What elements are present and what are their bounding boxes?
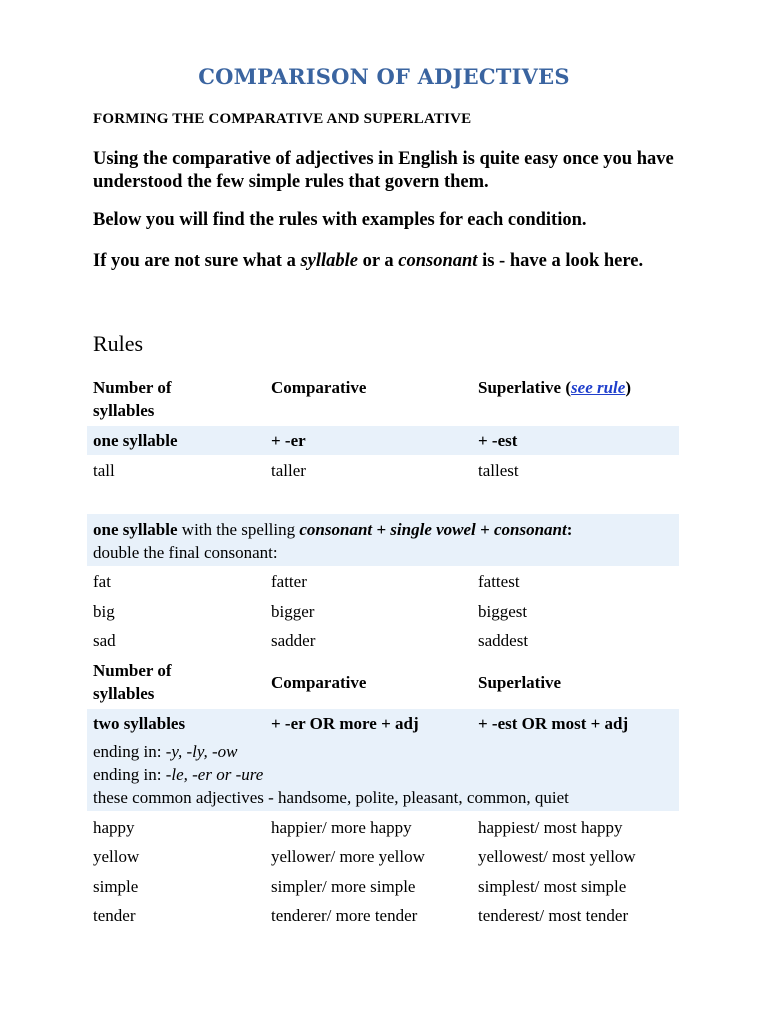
table-row <box>87 459 679 483</box>
two-note-line1 <box>93 740 237 763</box>
header-superlative: Superlative <box>478 673 562 692</box>
header-syllables <box>93 659 172 705</box>
adjective-cell: happy <box>93 818 135 837</box>
rule-row-two-syllables <box>87 709 679 811</box>
see-rule-link[interactable]: see rule <box>571 378 626 397</box>
help-text-3: is - have a look here. <box>477 251 644 271</box>
page-title: COMPARISON OF ADJECTIVES <box>198 64 570 89</box>
two-note-line3: these common adjectives - handsome, polite, pleasant, common, quiet <box>93 788 569 807</box>
table-row <box>87 875 679 899</box>
help-paragraph <box>93 251 733 272</box>
comparative-cell: yellower/ more yellow <box>271 847 425 866</box>
comparative-cell: sadder <box>271 631 316 650</box>
superlative-cell: fattest <box>478 572 520 591</box>
comparative-cell: fatter <box>271 572 307 591</box>
two-note-line1-pre: ending in: <box>93 742 166 761</box>
two-note-line1-endings: -y, -ly, -ow <box>165 742 238 761</box>
two-note-line2-endings: -le, -er or -ure <box>165 765 264 784</box>
adjective-cell: yellow <box>93 847 140 866</box>
comparative-cell: taller <box>271 461 306 480</box>
superlative-cell: yellowest/ most yellow <box>478 847 636 866</box>
header-syllables-line1: Number of <box>93 661 172 680</box>
consonant-term: consonant <box>398 251 478 271</box>
superlative-cell: biggest <box>478 602 528 621</box>
adjective-cell: tall <box>93 461 115 480</box>
adjective-cell: big <box>93 602 115 621</box>
header-superlative-close: ) <box>625 378 631 397</box>
intro-paragraph: Using the comparative of adjectives in English is quite easy once you have understood the few simple rules that govern them. <box>93 149 674 192</box>
rule-cvc-bold: one syllable <box>93 520 178 539</box>
header-comparative: Comparative <box>271 378 367 397</box>
superlative-cell: simplest/ most simple <box>478 877 627 896</box>
header-syllables-line2: syllables <box>93 401 155 420</box>
superlative-cell: tallest <box>478 461 519 480</box>
rule-cvc-pattern: consonant + single vowel + consonant <box>299 520 567 539</box>
comparative-cell: simpler/ more simple <box>271 877 416 896</box>
table-row <box>87 600 679 624</box>
header-superlative <box>478 376 631 399</box>
help-text-1: If you are not sure what a <box>93 251 301 271</box>
rule-cvc-colon: : <box>566 520 573 539</box>
header-comparative: Comparative <box>271 673 367 692</box>
superlative-cell: tenderest/ most tender <box>478 906 629 925</box>
comparative-cell: happier/ more happy <box>271 818 412 837</box>
adjective-cell: sad <box>93 631 116 650</box>
rule-cvc-line1 <box>93 518 572 541</box>
table-row <box>87 629 679 653</box>
table-row <box>87 570 679 594</box>
adjective-cell: fat <box>93 572 111 591</box>
rule-one-superlative: + -est <box>478 431 518 450</box>
two-note-line2-pre: ending in: <box>93 765 166 784</box>
comparative-cell: tenderer/ more tender <box>271 906 418 925</box>
rules-heading: Rules <box>93 331 144 356</box>
table-row <box>87 816 679 840</box>
table-row <box>87 845 679 869</box>
superlative-cell: saddest <box>478 631 529 650</box>
rule-two-comparative: + -er OR more + adj <box>271 714 419 733</box>
rule-row-cvc <box>87 514 679 566</box>
header-superlative-text: Superlative ( <box>478 378 572 397</box>
table-row <box>87 904 679 928</box>
table-header-row <box>87 659 679 707</box>
rule-one-comparative: + -er <box>271 431 306 450</box>
rule-two-superlative: + -est OR most + adj <box>478 714 629 733</box>
rule-cvc-line2: double the final consonant: <box>93 543 278 562</box>
rule-two-syllables: two syllables <box>93 714 186 733</box>
adjective-cell: simple <box>93 877 139 896</box>
adjective-cell: tender <box>93 906 136 925</box>
comparative-cell: bigger <box>271 602 315 621</box>
syllable-term: syllable <box>300 251 358 271</box>
table-header-row <box>87 376 679 424</box>
header-syllables-line2: syllables <box>93 684 155 703</box>
rule-row-one-syllable <box>87 426 679 455</box>
superlative-cell: happiest/ most happy <box>478 818 623 837</box>
header-syllables-line1: Number of <box>93 378 172 397</box>
rule-cvc-middle: with the spelling <box>177 520 300 539</box>
page-subtitle: FORMING THE COMPARATIVE AND SUPERLATIVE <box>93 111 472 127</box>
header-syllables <box>93 376 172 422</box>
rules-intro-paragraph: Below you will find the rules with examples for each condition. <box>93 210 587 230</box>
help-text-2: or a <box>358 251 399 271</box>
two-note-line2 <box>93 763 263 786</box>
rule-one-syllable: one syllable <box>93 431 178 450</box>
